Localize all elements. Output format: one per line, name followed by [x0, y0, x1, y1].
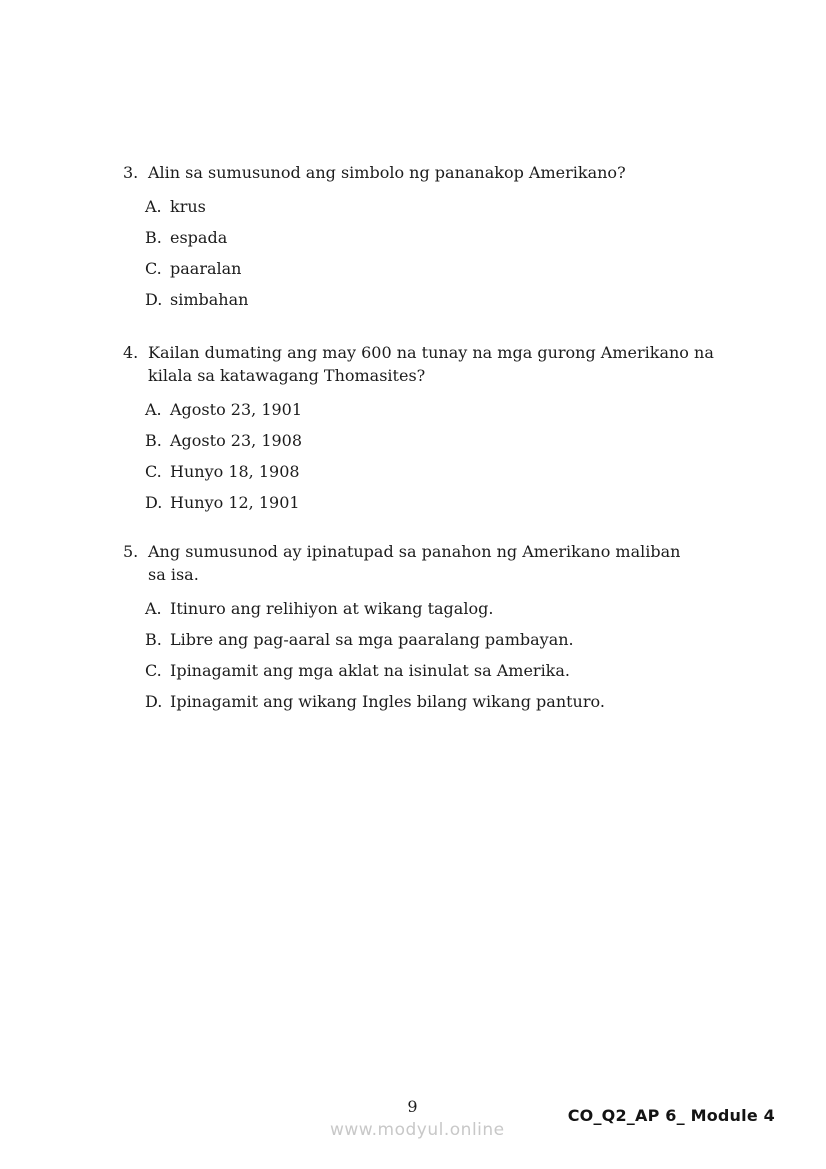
question-text-line: Ang sumusunod ay ipinatupad sa panahon ng Amerikano maliban: [148, 542, 681, 561]
option-letter: B.: [145, 630, 162, 649]
question-number: 3.: [123, 163, 139, 182]
question-4-options: [145, 398, 783, 514]
option-letter: C.: [145, 259, 162, 278]
option-row: [145, 460, 783, 483]
option-text: Hunyo 12, 1901: [170, 493, 300, 512]
option-text: krus: [170, 197, 206, 216]
option-text: Ipinagamit ang wikang Ingles bilang wikang panturo.: [170, 692, 605, 711]
module-footer-label: CO_Q2_AP 6_ Module 4: [567, 1106, 775, 1125]
question-text: [148, 540, 783, 586]
question-text: [148, 161, 783, 184]
question-5: [123, 540, 783, 721]
option-letter: A.: [145, 400, 162, 419]
option-row: [145, 398, 783, 421]
option-text: Agosto 23, 1908: [170, 431, 303, 450]
option-row: [145, 659, 783, 682]
question-text: [148, 341, 783, 387]
question-text-line: Alin sa sumusunod ang simbolo ng pananakop Amerikano?: [148, 163, 626, 182]
question-5-options: [145, 597, 783, 713]
page-number: 9: [407, 1097, 418, 1116]
question-5-head: [123, 540, 783, 586]
option-row: [145, 597, 783, 620]
question-4-head: [123, 341, 783, 387]
option-letter: A.: [145, 599, 162, 618]
site-watermark: www.modyul.online: [330, 1120, 505, 1140]
question-3-options: [145, 195, 783, 311]
option-text: Hunyo 18, 1908: [170, 462, 300, 481]
question-number: 5.: [123, 542, 139, 561]
option-row: [145, 628, 783, 651]
option-row: [145, 257, 783, 280]
option-text: Ipinagamit ang mga aklat na isinulat sa Amerika.: [170, 661, 570, 680]
option-letter: C.: [145, 661, 162, 680]
option-letter: D.: [145, 493, 163, 512]
option-letter: A.: [145, 197, 162, 216]
option-row: [145, 690, 783, 713]
option-text: paaralan: [170, 259, 242, 278]
option-row: [145, 226, 783, 249]
question-text-line: Kailan dumating ang may 600 na tunay na mga gurong Amerikano na: [148, 343, 714, 362]
question-3: [123, 161, 783, 319]
option-text: Itinuro ang relihiyon at wikang tagalog.: [170, 599, 494, 618]
option-row: [145, 195, 783, 218]
question-4: [123, 341, 783, 522]
option-text: Agosto 23, 1901: [170, 400, 303, 419]
option-letter: B.: [145, 228, 162, 247]
option-text: espada: [170, 228, 228, 247]
footer-center: [330, 1097, 505, 1140]
option-letter: C.: [145, 462, 162, 481]
question-text-line: kilala sa katawagang Thomasites?: [148, 366, 426, 385]
option-text: Libre ang pag-aaral sa mga paaralang pambayan.: [170, 630, 574, 649]
option-letter: B.: [145, 431, 162, 450]
question-number: 4.: [123, 343, 139, 362]
question-3-head: [123, 161, 783, 184]
option-row: [145, 429, 783, 452]
question-text-line: sa isa.: [148, 565, 199, 584]
option-letter: D.: [145, 692, 163, 711]
option-text: simbahan: [170, 290, 249, 309]
option-row: [145, 491, 783, 514]
option-row: [145, 288, 783, 311]
option-letter: D.: [145, 290, 163, 309]
